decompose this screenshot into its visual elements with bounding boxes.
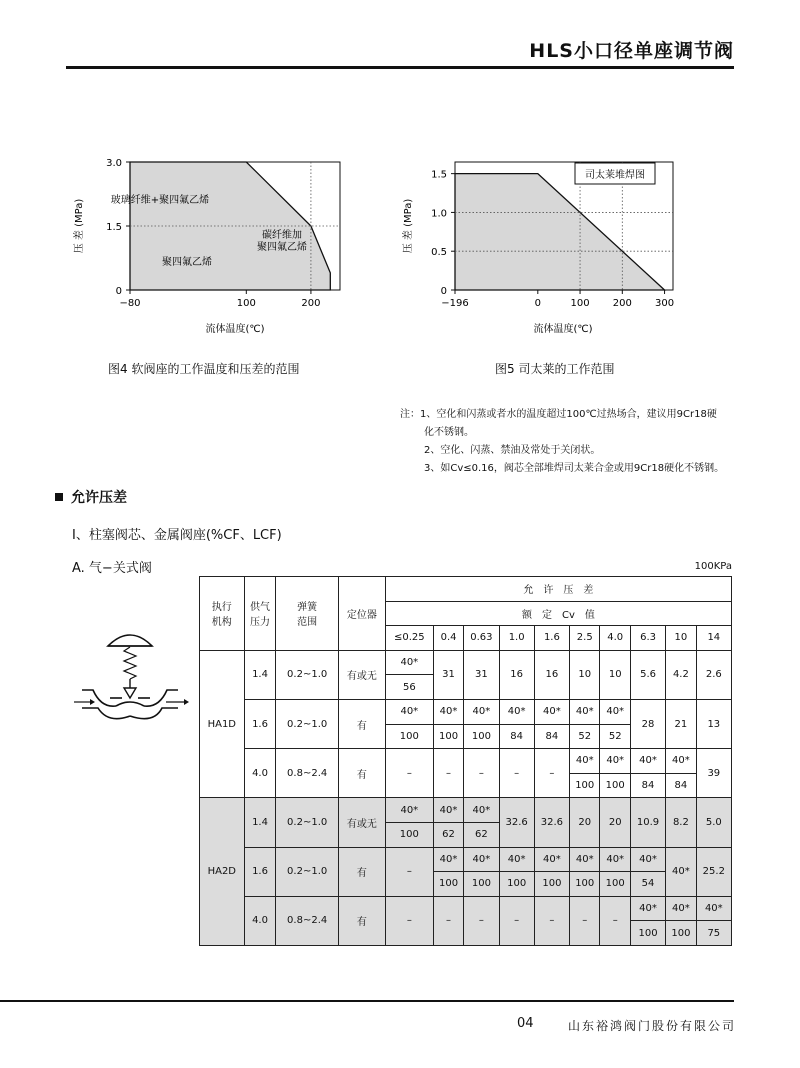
y-tick-label: 0.5 [431,247,447,259]
y-tick-label: 0 [440,286,447,297]
value-cell: – [433,749,463,798]
section-heading-text: 允许压差 [71,490,127,506]
value-cell: 13 [696,699,731,748]
value-cell: 40* [534,847,569,872]
value-cell: 100 [433,724,463,749]
value-cell: 16 [534,650,569,699]
value-cell: 10 [600,650,630,699]
subsection-heading: I、柱塞阀芯、金属阀座(%CF、LCF) [72,528,282,543]
cv-header-cell: 1.0 [499,626,534,651]
supply-cell: 1.4 [244,650,276,699]
unit-label: 100KPa [694,561,732,572]
value-cell: 40* [630,847,665,872]
positioner-cell: 有或无 [338,650,385,699]
value-cell: – [570,896,600,945]
x-axis-label: 流体温度(℃) [533,324,593,335]
value-cell: – [385,847,433,896]
subsection-subheading: A. 气−关式阀 [72,561,152,576]
x-tick-label: 200 [301,298,321,309]
value-cell: 84 [499,724,534,749]
header-allowable-dp: 允 许 压 差 [385,577,731,602]
cv-header-cell: ≤0.25 [385,626,433,651]
value-cell: 100 [666,921,696,946]
value-cell: 100 [600,773,630,798]
x-tick-label: −80 [119,298,141,309]
value-cell: 40* [385,699,433,724]
cv-header-cell: 1.6 [534,626,569,651]
value-cell: 40* [464,847,499,872]
value-cell: 40* [570,847,600,872]
value-cell: 52 [570,724,600,749]
value-cell: 40* [499,847,534,872]
value-cell: 100 [499,872,534,897]
x-tick-label: 100 [236,298,256,309]
positioner-cell: 有 [338,847,385,896]
supply-cell: 1.6 [244,699,276,748]
value-cell: 40* [600,699,630,724]
spring-cell: 0.2~1.0 [276,847,338,896]
value-cell: 100 [570,872,600,897]
value-cell: 21 [666,699,696,748]
supply-cell: 4.0 [244,896,276,945]
x-tick-label: 300 [655,298,675,309]
region-label: 碳纤维加 [262,230,302,241]
legend-label: 司太莱堆焊图 [585,170,645,181]
spring-cell: 0.2~1.0 [276,699,338,748]
value-cell: 100 [433,872,463,897]
value-cell: – [534,749,569,798]
value-cell: 56 [385,675,433,700]
company-name: 山东裕鸿阀门股份有限公司 [568,1019,737,1033]
value-cell: 100 [630,921,665,946]
spring-cell: 0.2~1.0 [276,650,338,699]
note-line: 注：1、空化和闪蒸或者水的温度超过100℃过热场合，建议用9Cr18硬 [400,409,717,420]
value-cell: 5.0 [696,798,731,847]
header-rated-cv: 额 定 Cv 值 [385,601,731,626]
value-cell: 100 [570,773,600,798]
value-cell: 4.2 [666,650,696,699]
allowable-region [130,162,330,290]
value-cell: 100 [600,872,630,897]
value-cell: 62 [433,822,463,847]
value-cell: 40* [570,749,600,774]
value-cell: – [464,896,499,945]
figure5-caption: 图5 司太莱的工作范围 [495,362,615,376]
cv-header-cell: 10 [666,626,696,651]
value-cell: 40* [433,847,463,872]
value-cell: 54 [630,872,665,897]
supply-cell: 4.0 [244,749,276,798]
x-tick-label: 200 [612,298,632,309]
value-cell: 62 [464,822,499,847]
value-cell: 40* [464,798,499,823]
value-cell: – [499,749,534,798]
value-cell: 40* [666,896,696,921]
header-actuator: 执行 机构 [200,577,245,651]
cv-header-cell: 2.5 [570,626,600,651]
value-cell: 100 [385,822,433,847]
y-tick-label: 0 [115,286,122,297]
value-cell: 40* [630,896,665,921]
positioner-cell: 有 [338,749,385,798]
spring-cell: 0.8~2.4 [276,896,338,945]
value-cell: 84 [630,773,665,798]
value-cell: 40* [433,699,463,724]
spring-cell: 0.8~2.4 [276,749,338,798]
value-cell: 31 [433,650,463,699]
value-cell: 100 [534,872,569,897]
valve-schematic-icon [68,628,193,728]
header-divider [66,66,734,69]
value-cell: 40* [600,749,630,774]
value-cell: 20 [570,798,600,847]
value-cell: 40* [666,749,696,774]
region-label: 玻璃纤维+聚四氟乙烯 [110,195,210,206]
value-cell: 100 [464,724,499,749]
value-cell: 31 [464,650,499,699]
y-axis-label: 压 差 (MPa) [403,198,414,254]
actuator-ha2d: HA2D [200,798,245,946]
supply-cell: 1.6 [244,847,276,896]
page-number: 04 [517,1016,534,1031]
value-cell: 100 [385,724,433,749]
note-line: 2、空化、闪蒸、禁油及常处于关闭状。 [424,445,601,456]
value-cell: 40* [630,749,665,774]
region-label: 聚四氟乙烯 [162,257,212,268]
value-cell: 40* [600,847,630,872]
y-tick-label: 1.5 [431,169,447,181]
y-tick-label: 1.0 [431,208,447,220]
value-cell: 40* [433,798,463,823]
value-cell: – [499,896,534,945]
chart-soft-seat-range [60,140,360,340]
value-cell: 40* [696,896,731,921]
value-cell: 40* [666,847,696,896]
header-supply-pressure: 供气 压力 [244,577,276,651]
x-tick-label: 100 [570,298,590,309]
value-cell: 10 [570,650,600,699]
section-heading [55,487,127,507]
value-cell: 40* [499,699,534,724]
header-spring-range: 弹簧 范围 [276,577,338,651]
value-cell: 10.9 [630,798,665,847]
actuator-ha1d: HA1D [200,650,245,798]
cv-header-cell: 0.63 [464,626,499,651]
value-cell: – [433,896,463,945]
value-cell: – [385,896,433,945]
positioner-cell: 有 [338,699,385,748]
value-cell: 100 [464,872,499,897]
allowable-pressure-table [199,576,732,946]
value-cell: 32.6 [534,798,569,847]
value-cell: 75 [696,921,731,946]
y-tick-label: 3.0 [106,158,122,169]
cv-header-cell: 6.3 [630,626,665,651]
value-cell: – [534,896,569,945]
value-cell: 84 [534,724,569,749]
value-cell: 16 [499,650,534,699]
positioner-cell: 有或无 [338,798,385,847]
value-cell: 8.2 [666,798,696,847]
value-cell: 84 [666,773,696,798]
y-axis-label: 压 差 (MPa) [74,198,85,254]
x-axis-label: 流体温度(℃) [205,324,265,335]
value-cell: 40* [570,699,600,724]
value-cell: 52 [600,724,630,749]
page-title: HLS小口径单座调节阀 [529,40,734,62]
value-cell: 20 [600,798,630,847]
value-cell: – [385,749,433,798]
value-cell: 40* [385,650,433,675]
footer-divider [0,1000,734,1002]
cv-header-cell: 0.4 [433,626,463,651]
notes-block [400,406,724,478]
value-cell: 2.6 [696,650,731,699]
cv-header-cell: 4.0 [600,626,630,651]
chart-stellite-range [395,140,695,340]
cv-header-cell: 14 [696,626,731,651]
figure4-caption: 图4 软阀座的工作温度和压差的范围 [108,362,300,376]
y-tick-label: 1.5 [106,222,122,233]
value-cell: 25.2 [696,847,731,896]
x-tick-label: 0 [534,298,541,309]
value-cell: – [464,749,499,798]
bullet-square-icon [55,493,63,501]
value-cell: 5.6 [630,650,665,699]
value-cell: – [600,896,630,945]
value-cell: 28 [630,699,665,748]
value-cell: 40* [534,699,569,724]
value-cell: 39 [696,749,731,798]
note-line: 化不锈钢。 [424,427,474,438]
positioner-cell: 有 [338,896,385,945]
value-cell: 40* [385,798,433,823]
header-positioner: 定位器 [338,577,385,651]
value-cell: 32.6 [499,798,534,847]
x-tick-label: −196 [441,298,469,309]
value-cell: 40* [464,699,499,724]
note-line: 3、如Cv≤0.16，阀芯全部堆焊司太莱合金或用9Cr18硬化不锈钢。 [424,463,725,474]
region-label: 聚四氟乙烯 [257,242,307,253]
spring-cell: 0.2~1.0 [276,798,338,847]
supply-cell: 1.4 [244,798,276,847]
allowable-region [455,174,665,290]
